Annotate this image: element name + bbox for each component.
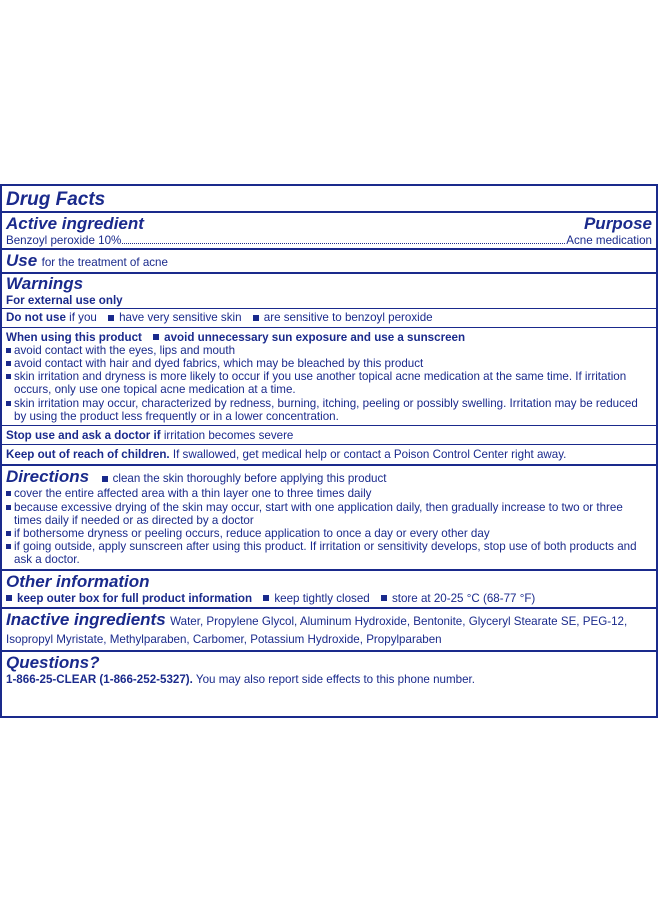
other-information-section — [2, 571, 656, 609]
directions-item: cover the entire affected area with a thin layer one to three times daily — [6, 487, 652, 500]
when-using-item: skin irritation may occur, characterized by redness, burning, itching, peeling or possibly swelling. Irritation may be reduced by using the product less frequently or in a lower concentration. — [6, 397, 652, 423]
external-use-text: For external use only — [6, 294, 123, 308]
directions-heading: Directions — [6, 467, 90, 487]
stop-use-section — [2, 426, 656, 445]
other-information-heading: Other information — [6, 571, 150, 591]
bullet-icon — [263, 595, 269, 601]
active-ingredient-heading: Active ingredient — [6, 214, 144, 233]
directions-item: if bothersome dryness or peeling occurs, reduce application to once a day or every other day — [6, 527, 652, 540]
title-section — [2, 186, 656, 213]
when-using-item: avoid contact with hair and dyed fabrics, which may be bleached by this product — [6, 357, 652, 370]
do-not-use-section — [2, 309, 656, 327]
active-ingredient-section — [2, 213, 656, 250]
use-section — [2, 250, 656, 274]
questions-text: You may also report side effects to this phone number. — [195, 672, 475, 686]
do-not-use-item: are sensitive to benzoyl peroxide — [263, 311, 433, 325]
drug-facts-panel — [0, 184, 658, 718]
inactive-ingredients-text: Water, Propylene Glycol, Aluminum Hydroxide, Bentonite, Glyceryl Stearate SE, PEG-12, Isopropyl Myristate, Methylparaben, Carbomer, Potassium Hydroxide, Propylparaben — [6, 614, 628, 646]
questions-heading: Questions? — [6, 652, 100, 672]
purpose-heading: Purpose — [583, 214, 652, 233]
directions-item: if going outside, apply sunscreen after using this product. If irritation or sensitivity develops, stop use of both products and ask a doctor. — [6, 540, 652, 566]
questions-phone: 1-866-25-CLEAR (1-866-252-5327). — [6, 672, 193, 686]
bullet-icon — [102, 476, 108, 482]
bullet-icon — [108, 315, 114, 321]
when-using-label: When using this product — [6, 330, 142, 344]
other-info-item: keep tightly closed — [274, 591, 370, 605]
do-not-use-item: have very sensitive skin — [119, 311, 242, 325]
drug-facts-title: Drug Facts — [6, 189, 106, 210]
when-using-item: skin irritation and dryness is more likely to occur if you use another topical acne medication at the same time. If irritation occurs, only use one topical acne medication at a time. — [6, 370, 652, 396]
when-using-section — [2, 328, 656, 426]
stop-use-text: irritation becomes severe — [163, 429, 294, 443]
inactive-ingredients-section — [2, 609, 656, 652]
warnings-heading: Warnings — [6, 274, 84, 294]
do-not-use-intro: if you — [69, 311, 97, 325]
questions-section — [2, 652, 656, 686]
directions-first-item: clean the skin thoroughly before applying this product — [112, 472, 387, 486]
active-ingredient-name: Benzoyl peroxide 10% — [6, 234, 122, 247]
other-info-item: store at 20-25 °C (68-77 °F) — [391, 591, 536, 605]
when-using-item: avoid contact with the eyes, lips and mouth — [6, 344, 652, 357]
other-info-item: keep outer box for full product information — [17, 591, 253, 605]
bullet-icon — [6, 595, 12, 601]
keep-out-label: Keep out of reach of children. — [6, 448, 170, 462]
directions-section — [2, 466, 656, 570]
when-using-first-item: avoid unnecessary sun exposure and use a sunscreen — [164, 330, 466, 344]
inactive-ingredients-heading: Inactive ingredients — [6, 609, 166, 629]
stop-use-label: Stop use and ask a doctor if — [6, 429, 161, 443]
leader-dots — [122, 243, 565, 244]
keep-out-text: If swallowed, get medical help or contact a Poison Control Center right away. — [172, 448, 567, 462]
bullet-icon — [153, 334, 159, 340]
warnings-header — [2, 274, 656, 309]
use-text: for the treatment of acne — [41, 256, 168, 270]
directions-item: because excessive drying of the skin may occur, start with one application daily, then gradually increase to two or three times daily if needed or as directed by a doctor — [6, 501, 652, 527]
use-heading: Use — [6, 251, 38, 271]
active-ingredient-purpose: Acne medication — [566, 234, 652, 247]
do-not-use-label: Do not use — [6, 311, 66, 325]
bullet-icon — [253, 315, 259, 321]
bullet-icon — [381, 595, 387, 601]
keep-out-section — [2, 445, 656, 466]
